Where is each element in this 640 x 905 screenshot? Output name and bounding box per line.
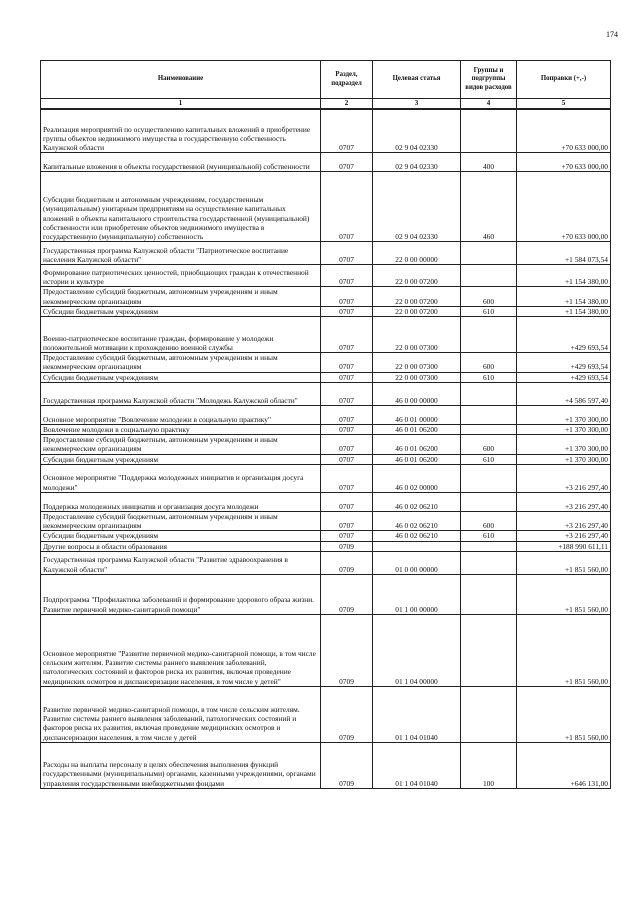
- row-amount: +429 693,54: [517, 372, 611, 382]
- row-amount: +70 633 000,00: [517, 109, 611, 153]
- row-section: 0707: [321, 109, 373, 153]
- row-target: 46 0 02 06210: [373, 531, 461, 541]
- header-amount: Поправки (+,-): [517, 61, 611, 99]
- row-amount: +1 851 560,00: [517, 686, 611, 742]
- table-row: [41, 382, 611, 405]
- table-row: [41, 742, 611, 788]
- row-group: [461, 614, 517, 686]
- table-row: [41, 492, 611, 511]
- row-target: [373, 541, 461, 551]
- row-name: Капитальные вложения в объекты государственной (муниципальной) собственности: [41, 153, 321, 172]
- row-section: 0707: [321, 353, 373, 373]
- row-group: [461, 109, 517, 153]
- table-row: [41, 531, 611, 541]
- row-name: Вовлечение молодежи в социальную практику: [41, 424, 321, 434]
- column-number: 2: [321, 99, 373, 109]
- row-group: 600: [461, 435, 517, 455]
- row-group: [461, 464, 517, 492]
- header-section: Раздел, подраздел: [321, 61, 373, 99]
- row-amount: +1 851 560,00: [517, 614, 611, 686]
- table-row: [41, 405, 611, 424]
- row-target: 46 0 01 06200: [373, 424, 461, 434]
- header-group: Группы и подгруппы видов расходов: [461, 61, 517, 99]
- row-group: 100: [461, 742, 517, 788]
- row-name: Расходы на выплаты персоналу в целях обеспечения выполнения функций государственными (муниципальными) органами, казенными учреждениями, органами управления государственными внебюджетными фондами: [41, 742, 321, 788]
- row-name: Субсидии бюджетным учреждениям: [41, 531, 321, 541]
- row-group: 610: [461, 372, 517, 382]
- row-amount: +3 216 297,40: [517, 511, 611, 531]
- row-group: [461, 551, 517, 574]
- table-row: [41, 424, 611, 434]
- row-name: Субсидии бюджетным и автономным учреждениям, государственным (муниципальным) унитарным предприятиям на осуществление капитальных вложений в объекты капитального строительства государственной (муниципальной) собственности или приобретение объектов недвижимого имущества в государственную (муниципальную) собственность: [41, 172, 321, 242]
- row-group: [461, 382, 517, 405]
- row-target: 02 9 04 02330: [373, 172, 461, 242]
- row-amount: +1 370 300,00: [517, 405, 611, 424]
- table-row: [41, 353, 611, 373]
- row-target: 01 1 04 00000: [373, 614, 461, 686]
- row-target: 46 0 01 06200: [373, 435, 461, 455]
- row-section: 0707: [321, 454, 373, 464]
- row-name: Реализация мероприятий по осуществлению капитальных вложений в приобретение группы объектов недвижимого имущества в государственную собственность Калужской области: [41, 109, 321, 153]
- row-name: Государственная программа Калужской области "Патриотическое воспитание населения Калужской области": [41, 242, 321, 265]
- table-row: [41, 153, 611, 172]
- row-section: 0709: [321, 551, 373, 574]
- row-target: 22 0 00 07200: [373, 306, 461, 316]
- row-section: 0707: [321, 531, 373, 541]
- row-target: 02 9 04 02330: [373, 109, 461, 153]
- row-name: Предоставление субсидий бюджетным, автономным учреждениям и иным некоммерческим организациям: [41, 353, 321, 373]
- row-section: 0707: [321, 464, 373, 492]
- row-name: Подпрограмма "Профилактика заболеваний и формирование здорового образа жизни. Развитие первичной медико-санитарной помощи": [41, 574, 321, 614]
- row-name: Государственная программа Калужской области "Развитие здравоохранения в Калужской области": [41, 551, 321, 574]
- row-name: Формирование патриотических ценностей, приобщающих граждан к отечественной истории и культуре: [41, 265, 321, 287]
- row-section: 0709: [321, 574, 373, 614]
- row-target: 01 1 00 00000: [373, 574, 461, 614]
- row-amount: +188 990 611,11: [517, 541, 611, 551]
- table-row: [41, 614, 611, 686]
- row-section: 0707: [321, 172, 373, 242]
- row-section: 0709: [321, 686, 373, 742]
- row-amount: +1 154 380,00: [517, 306, 611, 316]
- row-group: [461, 317, 517, 353]
- row-target: 46 0 01 06200: [373, 454, 461, 464]
- row-amount: +3 216 297,40: [517, 492, 611, 511]
- row-group: 600: [461, 511, 517, 531]
- row-section: 0707: [321, 435, 373, 455]
- row-amount: +1 154 380,00: [517, 287, 611, 307]
- row-group: 400: [461, 153, 517, 172]
- row-group: 610: [461, 454, 517, 464]
- table-row: [41, 454, 611, 464]
- header-row: [41, 61, 611, 99]
- row-amount: +429 693,54: [517, 317, 611, 353]
- row-section: 0709: [321, 742, 373, 788]
- row-section: 0707: [321, 242, 373, 265]
- row-name: Предоставление субсидий бюджетным, автономным учреждениям и иным некоммерческим организациям: [41, 511, 321, 531]
- row-name: Развитие первичной медико-санитарной помощи, в том числе сельским жителям. Развитие системы раннего выявления заболеваний, патологических состояний и факторов риска их развития, включая проведение медицинских осмотров и диспансеризации населения, в том числе у детей: [41, 686, 321, 742]
- row-section: 0707: [321, 511, 373, 531]
- header-target: Целевая статья: [373, 61, 461, 99]
- row-name: Основное мероприятие "Развитие первичной медико-санитарной помощи, в том числе сельским жителям. Развитие системы раннего выявления заболеваний, патологических состояний и факторов риска их развития, включая проведение медицинских осмотров и диспансеризации населения, в том числе у детей": [41, 614, 321, 686]
- row-target: 22 0 00 07200: [373, 265, 461, 287]
- table-row: [41, 306, 611, 316]
- row-amount: +1 370 300,00: [517, 435, 611, 455]
- header-name: Наименование: [41, 61, 321, 99]
- row-name: Другие вопросы в области образования: [41, 541, 321, 551]
- row-amount: +646 131,00: [517, 742, 611, 788]
- table-row: [41, 435, 611, 455]
- page-number: 174: [606, 30, 618, 39]
- row-group: 460: [461, 172, 517, 242]
- row-group: [461, 492, 517, 511]
- row-name: Предоставление субсидий бюджетным, автономным учреждениям и иным некоммерческим организациям: [41, 435, 321, 455]
- table-row: [41, 287, 611, 307]
- row-amount: +1 154 380,00: [517, 265, 611, 287]
- column-number: 4: [461, 99, 517, 109]
- row-name: Субсидии бюджетным учреждениям: [41, 454, 321, 464]
- row-group: [461, 265, 517, 287]
- row-target: 22 0 00 07300: [373, 372, 461, 382]
- row-target: 01 1 04 01040: [373, 686, 461, 742]
- row-amount: +70 633 000,00: [517, 172, 611, 242]
- table-row: [41, 574, 611, 614]
- table-row: [41, 109, 611, 153]
- row-section: 0707: [321, 492, 373, 511]
- row-amount: +1 370 300,00: [517, 454, 611, 464]
- table-row: [41, 242, 611, 265]
- row-group: 600: [461, 287, 517, 307]
- column-number: 3: [373, 99, 461, 109]
- row-group: [461, 424, 517, 434]
- row-name: Предоставление субсидий бюджетным, автономным учреждениям и иным некоммерческим организациям: [41, 287, 321, 307]
- row-amount: +1 851 560,00: [517, 551, 611, 574]
- row-name: Основное мероприятие "Поддержка молодежных инициатив и организация досуга молодежи": [41, 464, 321, 492]
- row-target: 46 0 02 06210: [373, 511, 461, 531]
- row-target: 46 0 01 00000: [373, 405, 461, 424]
- row-group: 600: [461, 353, 517, 373]
- row-group: [461, 574, 517, 614]
- row-target: 22 0 00 07300: [373, 317, 461, 353]
- row-section: 0707: [321, 153, 373, 172]
- row-amount: +3 216 297,40: [517, 464, 611, 492]
- row-section: 0707: [321, 317, 373, 353]
- row-section: 0707: [321, 382, 373, 405]
- row-target: 46 0 02 06210: [373, 492, 461, 511]
- table-row: [41, 541, 611, 551]
- row-target: 46 0 00 00000: [373, 382, 461, 405]
- row-group: [461, 242, 517, 265]
- row-target: 22 0 00 07300: [373, 353, 461, 373]
- column-number: 5: [517, 99, 611, 109]
- row-name: Поддержка молодежных инициатив и организация досуга молодежи: [41, 492, 321, 511]
- row-section: 0707: [321, 372, 373, 382]
- row-group: [461, 686, 517, 742]
- row-section: 0707: [321, 306, 373, 316]
- table-row: [41, 372, 611, 382]
- row-group: [461, 405, 517, 424]
- row-target: 01 0 00 00000: [373, 551, 461, 574]
- row-name: Субсидии бюджетным учреждениям: [41, 306, 321, 316]
- row-section: 0707: [321, 405, 373, 424]
- row-group: 610: [461, 531, 517, 541]
- column-number: 1: [41, 99, 321, 109]
- row-target: 01 1 04 01040: [373, 742, 461, 788]
- row-name: Военно-патриотическое воспитание граждан, формирование у молодежи положительной мотивации к прохождению военной службы: [41, 317, 321, 353]
- column-number-row: [41, 99, 611, 109]
- row-amount: +429 693,54: [517, 353, 611, 373]
- budget-table: [40, 60, 611, 789]
- table-row: [41, 265, 611, 287]
- row-name: Субсидии бюджетным учреждениям: [41, 372, 321, 382]
- row-amount: +1 851 560,00: [517, 574, 611, 614]
- row-section: 0709: [321, 614, 373, 686]
- table-row: [41, 686, 611, 742]
- row-section: 0707: [321, 424, 373, 434]
- row-target: 46 0 02 00000: [373, 464, 461, 492]
- row-amount: +1 370 300,00: [517, 424, 611, 434]
- row-amount: +4 586 597,40: [517, 382, 611, 405]
- row-target: 22 0 00 07200: [373, 287, 461, 307]
- row-amount: +70 633 000,00: [517, 153, 611, 172]
- row-section: 0707: [321, 287, 373, 307]
- row-target: 22 0 00 00000: [373, 242, 461, 265]
- row-group: 610: [461, 306, 517, 316]
- table-row: [41, 551, 611, 574]
- table-row: [41, 511, 611, 531]
- table-row: [41, 464, 611, 492]
- row-name: Основное мероприятие "Вовлечение молодежи в социальную практику": [41, 405, 321, 424]
- table-row: [41, 317, 611, 353]
- row-amount: +1 584 073,54: [517, 242, 611, 265]
- row-group: [461, 541, 517, 551]
- table-row: [41, 172, 611, 242]
- row-section: 0709: [321, 541, 373, 551]
- row-target: 02 9 04 02330: [373, 153, 461, 172]
- row-name: Государственная программа Калужской области "Молодежь Калужской области": [41, 382, 321, 405]
- row-amount: +3 216 297,40: [517, 531, 611, 541]
- row-section: 0707: [321, 265, 373, 287]
